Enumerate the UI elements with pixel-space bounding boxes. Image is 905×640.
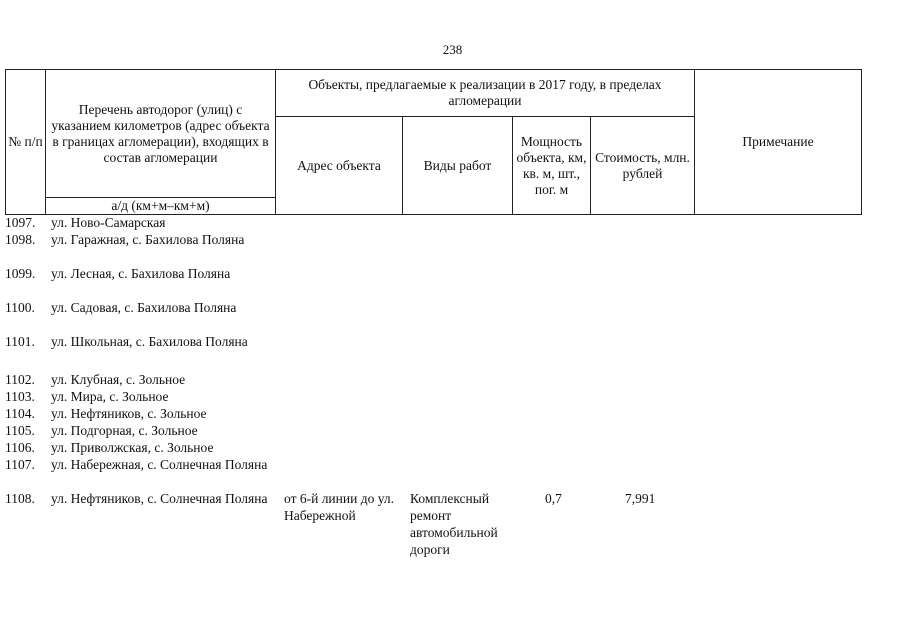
- row-works: Комплексный ремонт автомобильной дороги: [410, 491, 498, 557]
- row-num: 1103.: [5, 389, 35, 404]
- header-works: Виды работ: [403, 117, 513, 215]
- row-road: ул. Нефтяников, с. Зольное: [51, 406, 207, 421]
- row-road: ул. Клубная, с. Зольное: [51, 372, 186, 387]
- row-num: 1104.: [5, 406, 35, 421]
- row-address: от 6-й линии до ул. Набережной: [284, 491, 394, 523]
- row-road: ул. Подгорная, с. Зольное: [51, 423, 198, 438]
- header-road-list: Перечень автодорог (улиц) с указанием километров (адрес объекта в границах агломерации), входящих в состав агломерации: [46, 70, 276, 198]
- row-road: ул. Садовая, с. Бахилова Поляна: [51, 300, 237, 315]
- page-number: 238: [442, 42, 463, 57]
- row-num: 1102.: [5, 372, 35, 387]
- row-road: ул. Нефтяников, с. Солнечная Поляна: [51, 491, 268, 506]
- row-num: 1105.: [5, 423, 35, 438]
- header-road-unit: а/д (км+м–км+м): [46, 198, 276, 215]
- row-num: 1107.: [5, 457, 35, 472]
- row-cost: 7,991: [625, 491, 656, 506]
- row-num: 1108.: [5, 491, 35, 506]
- row-num: 1097.: [5, 215, 36, 230]
- row-num: 1099.: [5, 266, 36, 281]
- row-num: 1098.: [5, 232, 36, 247]
- header-power: Мощность объекта, км, кв. м, шт., пог. м: [513, 117, 591, 215]
- row-road: ул. Мира, с. Зольное: [51, 389, 169, 404]
- row-road: ул. Лесная, с. Бахилова Поляна: [51, 266, 231, 281]
- row-num: 1100.: [5, 300, 35, 315]
- header-address: Адрес объекта: [276, 117, 403, 215]
- header-num: № п/п: [6, 70, 46, 215]
- row-road: ул. Гаражная, с. Бахилова Поляна: [51, 232, 245, 247]
- row-power: 0,7: [545, 491, 562, 506]
- row-road: ул. Приволжская, с. Зольное: [51, 440, 214, 455]
- header-cost: Стоимость, млн. рублей: [591, 117, 695, 215]
- header-objects-group: Объекты, предлагаемые к реализации в 2017 году, в пределах агломерации: [276, 70, 695, 117]
- row-num: 1101.: [5, 334, 35, 349]
- row-road: ул. Школьная, с. Бахилова Поляна: [51, 334, 248, 349]
- row-road: ул. Ново-Самарская: [51, 215, 166, 230]
- table-header: [5, 69, 862, 215]
- row-road: ул. Набережная, с. Солнечная Поляна: [51, 457, 268, 472]
- row-num: 1106.: [5, 440, 35, 455]
- header-note: Примечание: [695, 70, 862, 215]
